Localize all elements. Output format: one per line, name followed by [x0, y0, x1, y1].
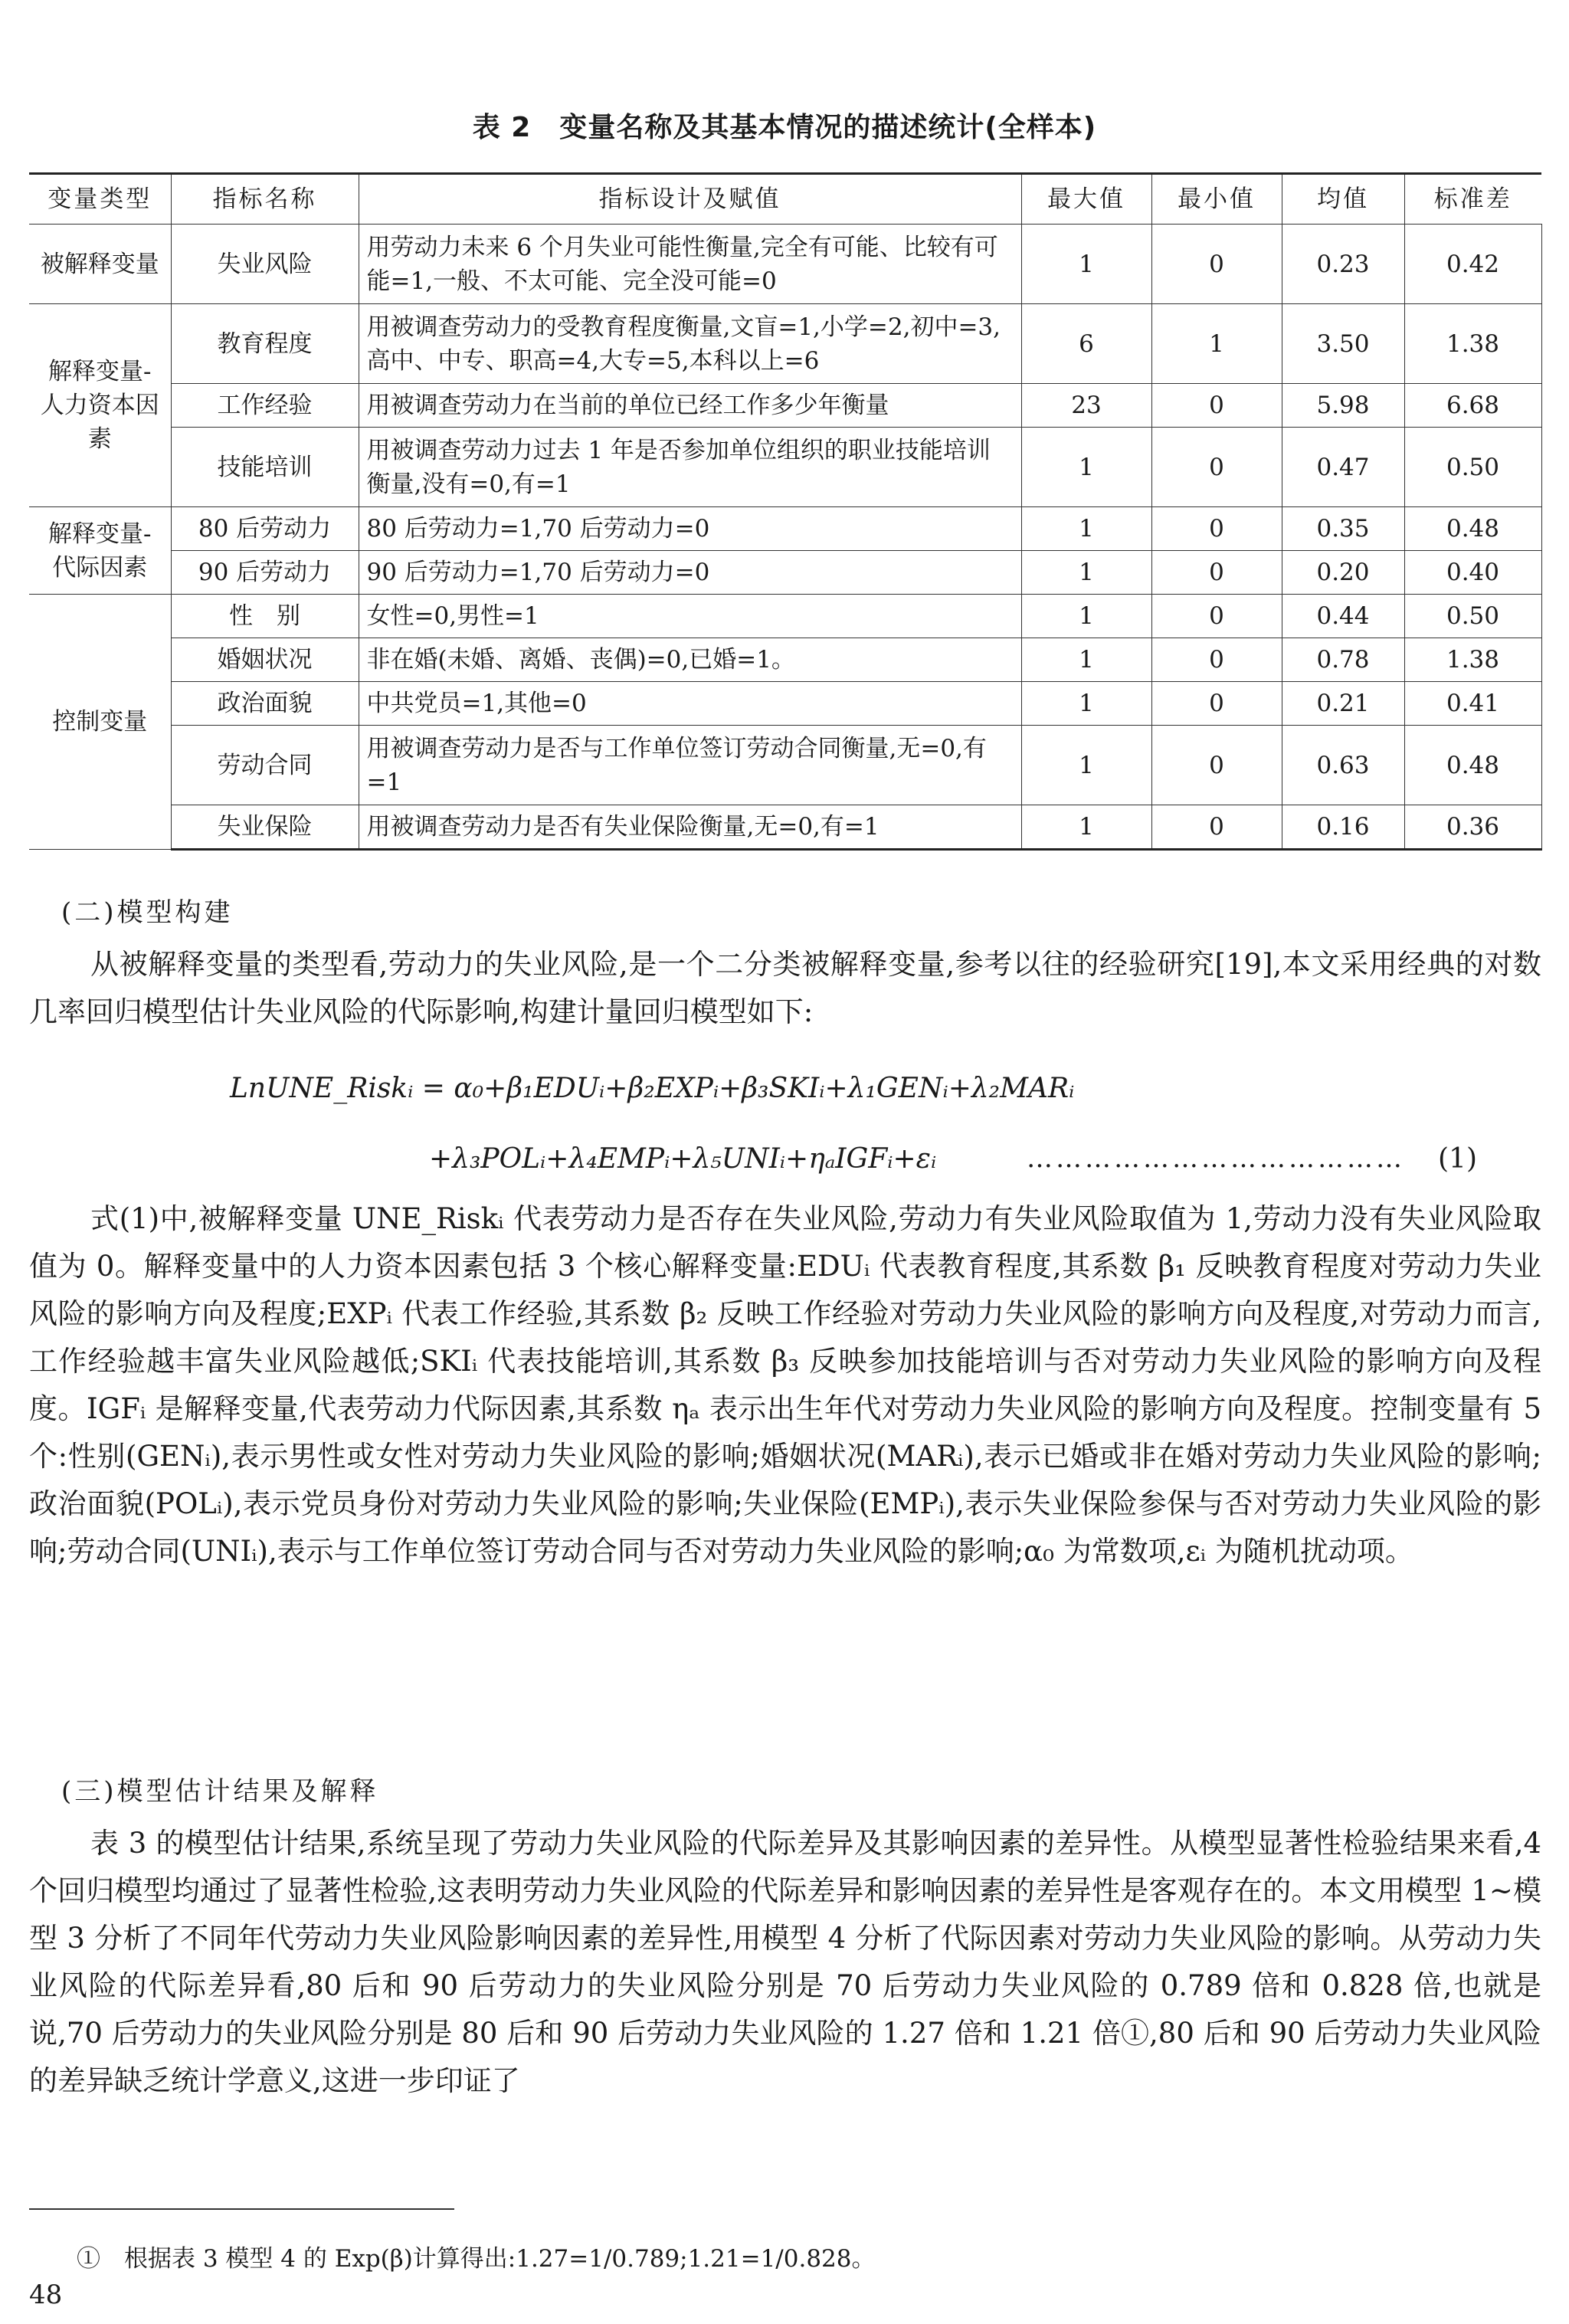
sd-cell: 6.68: [1404, 384, 1541, 428]
table-row: [29, 805, 1541, 850]
max-cell: 1: [1021, 428, 1151, 507]
table-row: [29, 595, 1541, 638]
mean-cell: 0.44: [1282, 595, 1404, 638]
sd-cell: 0.50: [1404, 428, 1541, 507]
statistics-table-wrapper: [29, 172, 1541, 851]
mean-cell: 5.98: [1282, 384, 1404, 428]
section-heading-model-results: (三)模型估计结果及解释: [61, 1776, 379, 1807]
paragraph-model-intro: 从被解释变量的类型看,劳动力的失业风险,是一个二分类被解释变量,参考以往的经验研究[19],本文采用经典的对数几率回归模型估计失业风险的代际影响,构建计量回归模型如下:: [29, 948, 1541, 1028]
max-cell: 1: [1021, 507, 1151, 551]
indicator-name-cell: 失业风险: [171, 225, 359, 304]
header-cell: 变量类型: [29, 174, 171, 225]
mean-cell: 3.50: [1282, 304, 1404, 384]
sd-cell: 1.38: [1404, 638, 1541, 682]
design-cell: 用被调查劳动力是否与工作单位签订劳动合同衡量,无=0,有=1: [359, 726, 1021, 805]
header-cell: 指标名称: [171, 174, 359, 225]
page-number: 48: [29, 2280, 63, 2310]
statistics-table: [29, 172, 1542, 851]
design-cell: 中共党员=1,其他=0: [359, 682, 1021, 726]
indicator-name-cell: 90 后劳动力: [171, 551, 359, 595]
mean-cell: 0.47: [1282, 428, 1404, 507]
min-cell: 0: [1151, 428, 1282, 507]
min-cell: 0: [1151, 595, 1282, 638]
indicator-name-cell: 失业保险: [171, 805, 359, 850]
mean-cell: 0.23: [1282, 225, 1404, 304]
paragraph-model-results: 表 3 的模型估计结果,系统呈现了劳动力失业风险的代际差异及其影响因素的差异性。从模型显著性检验结果来看,4 个回归模型均通过了显著性检验,这表明劳动力失业风险的代际差异和影响因素的差异性是客观存在的。本文用模型 1~模型 3 分析了不同年代劳动力失业风险影响因素的差异性,用模型 4 分析了代际因素对劳动力失业风险的影响。从劳动力失业风险的代际差异看,80 后和 90 后劳动力的失业风险分别是 70 后劳动力失业风险的 0.789 倍和 0.828 倍,也就是说,70 后劳动力的失业风险分别是 80 后和 90 后劳动力失业风险的 1.27 倍和 1.21 倍①,80 后和 90 后劳动力失业风险的差异缺乏统计学意义,这进一步印证了: [29, 1827, 1541, 2097]
header-cell: 标准差: [1404, 174, 1541, 225]
formula-line-1: LnUNE_Riskᵢ = α₀+β₁EDUᵢ+β₂EXPᵢ+β₃SKIᵢ+λ₁GENᵢ+λ₂MARᵢ: [230, 1073, 1075, 1104]
table-row: [29, 682, 1541, 726]
min-cell: 0: [1151, 225, 1282, 304]
design-cell: 90 后劳动力=1,70 后劳动力=0: [359, 551, 1021, 595]
indicator-name-cell: 政治面貌: [171, 682, 359, 726]
header-cell: 指标设计及赋值: [359, 174, 1021, 225]
sd-cell: 0.48: [1404, 726, 1541, 805]
equation-number: (1): [1438, 1143, 1477, 1175]
table-row: [29, 225, 1541, 304]
mean-cell: 0.20: [1282, 551, 1404, 595]
indicator-name-cell: 80 后劳动力: [171, 507, 359, 551]
max-cell: 6: [1021, 304, 1151, 384]
variable-type-cell: 解释变量-代际因素: [29, 507, 171, 595]
min-cell: 0: [1151, 638, 1282, 682]
sd-cell: 0.48: [1404, 507, 1541, 551]
section-heading-model-construction: (二)模型构建: [61, 897, 234, 928]
indicator-name-cell: 技能培训: [171, 428, 359, 507]
variable-type-cell: 被解释变量: [29, 225, 171, 304]
mean-cell: 0.16: [1282, 805, 1404, 850]
header-cell: 最小值: [1151, 174, 1282, 225]
table-row: [29, 304, 1541, 384]
sd-cell: 1.38: [1404, 304, 1541, 384]
table-row: [29, 384, 1541, 428]
variable-type-cell: 解释变量-人力资本因素: [29, 304, 171, 507]
design-cell: 用被调查劳动力过去 1 年是否参加单位组织的职业技能培训衡量,没有=0,有=1: [359, 428, 1021, 507]
mean-cell: 0.78: [1282, 638, 1404, 682]
max-cell: 1: [1021, 595, 1151, 638]
design-cell: 用被调查劳动力是否有失业保险衡量,无=0,有=1: [359, 805, 1021, 850]
footnote-divider: [29, 2208, 454, 2210]
min-cell: 0: [1151, 726, 1282, 805]
max-cell: 23: [1021, 384, 1151, 428]
indicator-name-cell: 性 别: [171, 595, 359, 638]
header-cell: 均值: [1282, 174, 1404, 225]
sd-cell: 0.42: [1404, 225, 1541, 304]
min-cell: 0: [1151, 682, 1282, 726]
max-cell: 1: [1021, 225, 1151, 304]
formula-line-2: +λ₃POLᵢ+λ₄EMPᵢ+λ₅UNIᵢ+ηₐIGFᵢ+εᵢ: [429, 1143, 937, 1175]
table-row: [29, 726, 1541, 805]
indicator-name-cell: 婚姻状况: [171, 638, 359, 682]
max-cell: 1: [1021, 551, 1151, 595]
sd-cell: 0.36: [1404, 805, 1541, 850]
min-cell: 0: [1151, 507, 1282, 551]
max-cell: 1: [1021, 805, 1151, 850]
design-cell: 用劳动力未来 6 个月失业可能性衡量,完全有可能、比较有可能=1,一般、不太可能、完全没可能=0: [359, 225, 1021, 304]
design-cell: 用被调查劳动力的受教育程度衡量,文盲=1,小学=2,初中=3,高中、中专、职高=4,大专=5,本科以上=6: [359, 304, 1021, 384]
max-cell: 1: [1021, 682, 1151, 726]
table-row: [29, 551, 1541, 595]
sd-cell: 0.50: [1404, 595, 1541, 638]
indicator-name-cell: 劳动合同: [171, 726, 359, 805]
min-cell: 0: [1151, 384, 1282, 428]
sd-cell: 0.41: [1404, 682, 1541, 726]
formula-leader-dots: …………………………………: [1027, 1143, 1405, 1174]
mean-cell: 0.35: [1282, 507, 1404, 551]
design-cell: 非在婚(未婚、离婚、丧偶)=0,已婚=1。: [359, 638, 1021, 682]
sd-cell: 0.40: [1404, 551, 1541, 595]
table-row: [29, 428, 1541, 507]
indicator-name-cell: 教育程度: [171, 304, 359, 384]
design-cell: 用被调查劳动力在当前的单位已经工作多少年衡量: [359, 384, 1021, 428]
max-cell: 1: [1021, 726, 1151, 805]
design-cell: 80 后劳动力=1,70 后劳动力=0: [359, 507, 1021, 551]
min-cell: 0: [1151, 551, 1282, 595]
footnote: ① 根据表 3 模型 4 的 Exp(β)计算得出:1.27=1/0.789;1.21=1/0.828。: [77, 2245, 876, 2273]
mean-cell: 0.21: [1282, 682, 1404, 726]
table-header-row: [29, 174, 1541, 225]
min-cell: 1: [1151, 304, 1282, 384]
table-row: [29, 507, 1541, 551]
min-cell: 0: [1151, 805, 1282, 850]
paragraph-model-explanation: 式(1)中,被解释变量 UNE_Riskᵢ 代表劳动力是否存在失业风险,劳动力有失业风险取值为 1,劳动力没有失业风险取值为 0。解释变量中的人力资本因素包括 3 个核心解释变量:EDUᵢ 代表教育程度,其系数 β₁ 反映教育程度对劳动力失业风险的影响方向及程度;EXPᵢ 代表工作经验,其系数 β₂ 反映工作经验对劳动力失业风险的影响方向及程度,对劳动力而言,工作经验越丰富失业风险越低;SKIᵢ 代表技能培训,其系数 β₃ 反映参加技能培训与否对劳动力失业风险的影响方向及程度。IGFᵢ 是解释变量,代表劳动力代际因素,其系数 ηₐ 表示出生年代对劳动力失业风险的影响方向及程度。控制变量有 5 个:性别(GENᵢ),表示男性或女性对劳动力失业风险的影响;婚姻状况(MARᵢ),表示已婚或非在婚对劳动力失业风险的影响;政治面貌(POLᵢ),表示党员身份对劳动力失业风险的影响;失业保险(EMPᵢ),表示失业保险参保与否对劳动力失业风险的影响;劳动合同(UNIᵢ),表示与工作单位签订劳动合同与否对劳动力失业风险的影响;α₀ 为常数项,εᵢ 为随机扰动项。: [29, 1202, 1541, 1568]
indicator-name-cell: 工作经验: [171, 384, 359, 428]
design-cell: 女性=0,男性=1: [359, 595, 1021, 638]
mean-cell: 0.63: [1282, 726, 1404, 805]
table-row: [29, 638, 1541, 682]
variable-type-cell: 控制变量: [29, 595, 171, 850]
max-cell: 1: [1021, 638, 1151, 682]
table-title: 表 2 变量名称及其基本情况的描述统计(全样本): [472, 112, 1097, 143]
header-cell: 最大值: [1021, 174, 1151, 225]
